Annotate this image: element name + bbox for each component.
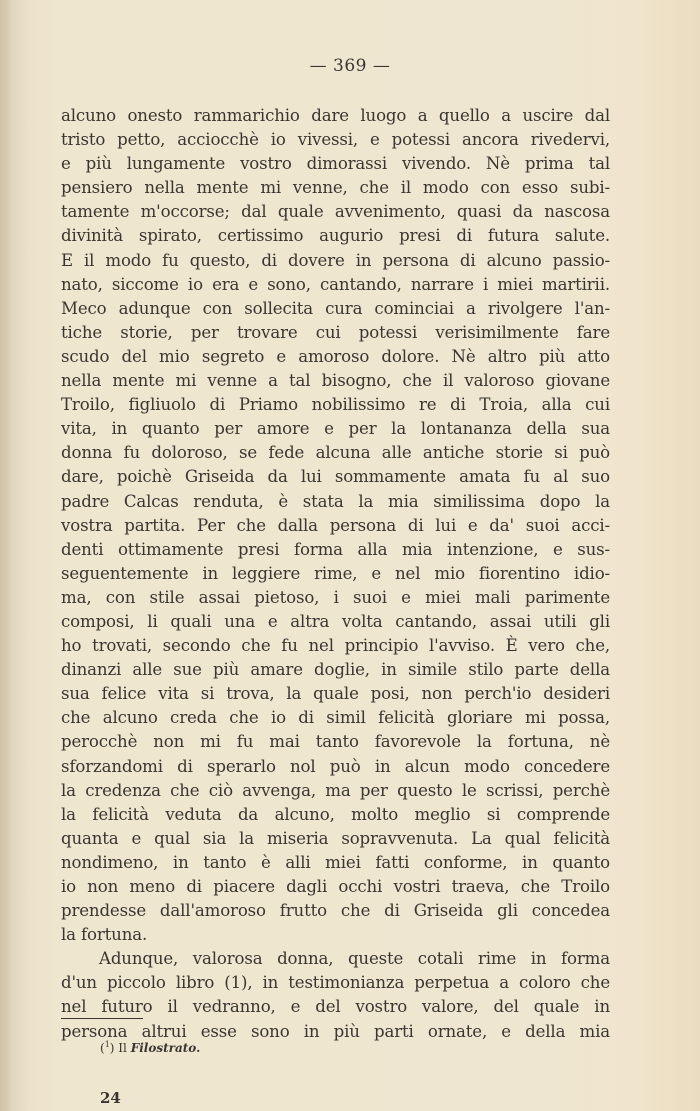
footnote-paren-open: (: [100, 1041, 105, 1055]
text-line: la felicità veduta da alcuno, molto meglio si comprende: [61, 804, 610, 824]
footnote-divider: [61, 1018, 143, 1019]
text-line: pensiero nella mente mi venne, che il modo con esso subi-: [61, 178, 610, 198]
text-line: tiche storie, per trovare cui potessi verisimilmente fare: [61, 322, 610, 342]
text-line: seguentemente in leggiere rime, e nel mio fiorentino idio-: [61, 563, 610, 583]
text-line: prendesse dall'amoroso frutto che di Griseida gli concedea: [61, 901, 610, 921]
text-line: che alcuno creda che io di simil felicità gloriare mi possa,: [61, 708, 610, 728]
footnote-marker: [100, 1041, 114, 1055]
text-line: vostra partita. Per che dalla persona di lui e da' suoi acci-: [61, 515, 610, 535]
text-line: io non meno di piacere dagli occhi vostri traeva, che Troilo: [61, 877, 610, 896]
text-line: Troilo, figliuolo di Priamo nobilissimo re di Troia, alla cui: [61, 395, 610, 415]
text-line-paragraph-end: la fortuna.: [61, 925, 148, 945]
body-text: [61, 104, 610, 1044]
footnote-number: 1: [104, 1040, 110, 1049]
text-line: scudo del mio segreto e amoroso dolore. Nè altro più atto: [61, 346, 610, 366]
text-line: tamente m'occorse; dal quale avvenimento, quasi da nascosa: [61, 202, 610, 222]
text-line-paragraph-start: Adunque, valorosa donna, queste cotali rime in forma: [99, 949, 610, 969]
text-line: ma, con stile assai pietoso, i suoi e miei mali parimente: [61, 587, 610, 607]
text-line: la credenza che ciò avvenga, ma per questo le scrissi, perchè: [61, 780, 610, 800]
signature-mark: 24: [100, 1089, 121, 1107]
text-line: composi, li quali una e altra volta cantando, assai utili gli: [61, 611, 610, 631]
page-number-header: — 369 —: [309, 56, 391, 76]
text-line: perocchè non mi fu mai tanto favorevole la fortuna, nè: [61, 732, 610, 752]
text-line: padre Calcas renduta, è stata la mia similissima dopo la: [61, 491, 610, 511]
text-line: denti ottimamente presi forma alla mia intenzione, e sus-: [61, 539, 610, 559]
text-line: Meco adunque con sollecita cura cominciai a rivolgere l'an-: [61, 298, 610, 318]
text-line: persona altrui esse sono in più parti ornate, e della mia: [61, 1021, 610, 1041]
text-line: sforzandomi di sperarlo nol può in alcun modo concedere: [61, 756, 610, 776]
text-line: d'un piccolo libro (1), in testimonianza perpetua a coloro che: [61, 973, 610, 993]
text-line: E il modo fu questo, di dovere in persona di alcuno passio-: [61, 250, 610, 270]
text-line: e più lungamente vostro dimorassi vivendo. Nè prima tal: [61, 154, 610, 174]
text-line: nella mente mi venne a tal bisogno, che il valoroso giovane: [61, 371, 610, 391]
footnote-title: Filostrato.: [130, 1041, 201, 1055]
text-line: nondimeno, in tanto è alli miei fatti conforme, in quanto: [61, 852, 610, 872]
text-line: tristo petto, acciocchè io vivessi, e potessi ancora rivedervi,: [61, 130, 610, 150]
text-line: quanta e qual sia la miseria sopravvenuta. La qual felicità: [61, 828, 610, 848]
text-line: sua felice vita si trova, la quale posi, non perch'io desideri: [61, 684, 610, 704]
text-line: nel futuro il vedranno, e del vostro valore, del quale in: [61, 997, 610, 1017]
footnote-prefix: Il: [118, 1041, 127, 1055]
text-line: donna fu doloroso, se fede alcuna alle antiche storie si può: [61, 443, 610, 463]
footnote-paren-close: ): [109, 1041, 115, 1055]
text-line: alcuno onesto rammarichio dare luogo a quello a uscire dal: [61, 106, 610, 125]
text-line: dinanzi alle sue più amare doglie, in simile stilo parte della: [61, 660, 610, 680]
footnote: [100, 1040, 200, 1055]
text-line: divinità spirato, certissimo augurio presi di futura salute.: [61, 226, 610, 246]
text-line: nato, siccome io era e sono, cantando, narrare i miei martirii.: [61, 274, 610, 294]
text-line: vita, in quanto per amore e per la lontananza della sua: [61, 419, 610, 439]
page-edge-shadow: [0, 0, 12, 1111]
text-line: ho trovati, secondo che fu nel principio l'avviso. È vero che,: [61, 636, 610, 656]
text-line: dare, poichè Griseida da lui sommamente amata fu al suo: [61, 467, 610, 487]
